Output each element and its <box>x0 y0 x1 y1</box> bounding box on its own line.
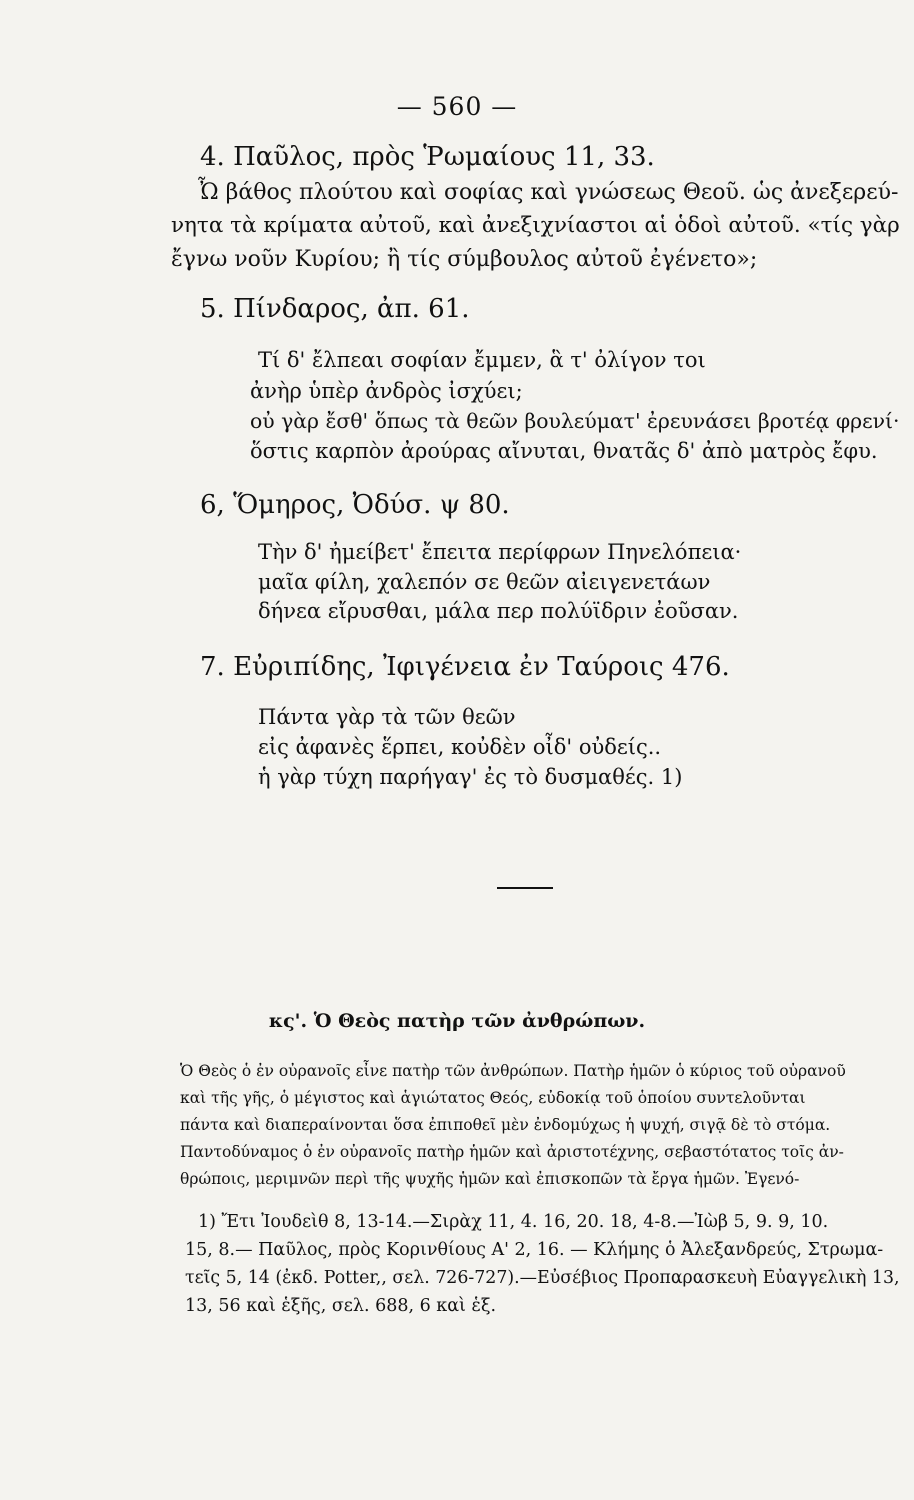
paragraph-line: θρώποις, μεριμνῶν περὶ τῆς ψυχῆς ἡμῶν καὶ ἐπισκοπῶν τὰ ἔργα ἡμῶν. Ἐγενό- <box>180 1170 800 1188</box>
verse-line: ὅστις καρπὸν ἀρούρας αἴνυται, θνατᾶς δ' ἀπὸ ματρὸς ἔφυ. <box>250 439 878 463</box>
quote-line: ἔγνω νοῦν Κυρίου; ἢ τίς σύμβουλος αὐτοῦ ἐγένετο»; <box>171 247 758 272</box>
section-title: κς'. Ὁ Θεὸς πατὴρ τῶν ἀνθρώπων. <box>268 1010 646 1032</box>
verse-line: δήνεα εἴρυσθαι, μάλα περ πολύϊδριν ἐοῦσαν. <box>258 599 739 623</box>
page-number: — 560 — <box>396 92 518 121</box>
quote-heading: 6, Ὅμηρος, Ὀδύσ. ψ 80. <box>200 490 510 520</box>
footnote-line: τεῖς 5, 14 (ἐκδ. Potter,, σελ. 726-727).—Εὐσέβιος Προπαρασκευὴ Εὐαγγελικὴ 13, <box>185 1268 900 1288</box>
verse-line: ἡ γὰρ τύχη παρήγαγ' ἐς τὸ δυσμαθές. 1) <box>258 765 683 789</box>
verse-line-end: θνατᾶς δ' ἀπὸ ματρὸς ἔφυ. <box>593 439 878 463</box>
footnote-line: 1) Ἔτι Ἰουδεὶθ 8, 13-14.—Σιρὰχ 11, 4. 16, 20. 18, 4-8.—Ἰὼβ 5, 9. 9, 10. <box>198 1212 829 1232</box>
quote-line: Ὦ βάθος πλούτου καὶ σοφίας καὶ γνώσεως Θεοῦ. ὡς ἀνεξερεύ- <box>198 180 899 205</box>
verse-line: οὐ γὰρ ἔσθ' ὅπως τὰ θεῶν βουλεύματ' ἐρευνάσει βροτέᾳ φρενί· <box>250 409 900 433</box>
paragraph-line: Ὁ Θεὸς ὁ ἐν οὐρανοῖς εἶνε πατὴρ τῶν ἀνθρώπων. Πατὴρ ἡμῶν ὁ κύριος τοῦ οὐρανοῦ <box>180 1062 846 1080</box>
divider-rule <box>497 887 553 889</box>
quote-line: νητα τὰ κρίματα αὐτοῦ, καὶ ἀνεξιχνίαστοι αἱ ὁδοὶ αὐτοῦ. «τίς γὰρ <box>171 213 900 238</box>
verse-line: Τί δ' ἔλπεαι σοφίαν ἔμμεν, ἃ τ' ὀλίγον τοι <box>258 348 706 372</box>
verse-line: μαῖα φίλη, χαλεπόν σε θεῶν αἰειγενετάων <box>258 570 711 594</box>
paragraph-line: καὶ τῆς γῆς, ὁ μέγιστος καὶ ἁγιώτατος Θεός, εὐδοκίᾳ τοῦ ὁποίου συντελοῦνται <box>180 1089 806 1107</box>
quote-heading: 7. Εὐριπίδης, Ἰφιγένεια ἐν Ταύροις 476. <box>200 652 730 682</box>
footnote-line: 15, 8.— Παῦλος, πρὸς Κορινθίους Α' 2, 16. — Κλήμης ὁ Ἀλεξανδρεύς, Στρωμα- <box>185 1240 884 1260</box>
verse-line: Πάντα γὰρ τὰ τῶν θεῶν <box>258 705 516 729</box>
paragraph-line: Παντοδύναμος ὁ ἐν οὐρανοῖς πατὴρ ἡμῶν καὶ ἀριστοτέχνης, σεβαστότατος τοῖς ἀν- <box>180 1143 844 1161</box>
verse-line: εἰς ἀφανὲς ἕρπει, κοὐδὲν οἶδ' οὐδείς.. <box>258 735 662 759</box>
quote-heading: 4. Παῦλος, πρὸς Ῥωμαίους 11, 33. <box>200 142 655 172</box>
quote-heading: 5. Πίνδαρος, ἀπ. 61. <box>200 294 470 324</box>
verse-line: Τὴν δ' ἠμείβετ' ἔπειτα περίφρων Πηνελόπεια· <box>258 540 742 564</box>
footnote-line: 13, 56 καὶ ἑξῆς, σελ. 688, 6 καὶ ἑξ. <box>185 1296 497 1316</box>
paragraph-line: πάντα καὶ διαπεραίνονται ὅσα ἐπιποθεῖ μὲν ἐνδομύχως ἡ ψυχή, σιγᾷ δὲ τὸ στόμα. <box>180 1116 831 1134</box>
verse-line: ἀνὴρ ὑπὲρ ἀνδρὸς ἰσχύει; <box>250 379 523 403</box>
